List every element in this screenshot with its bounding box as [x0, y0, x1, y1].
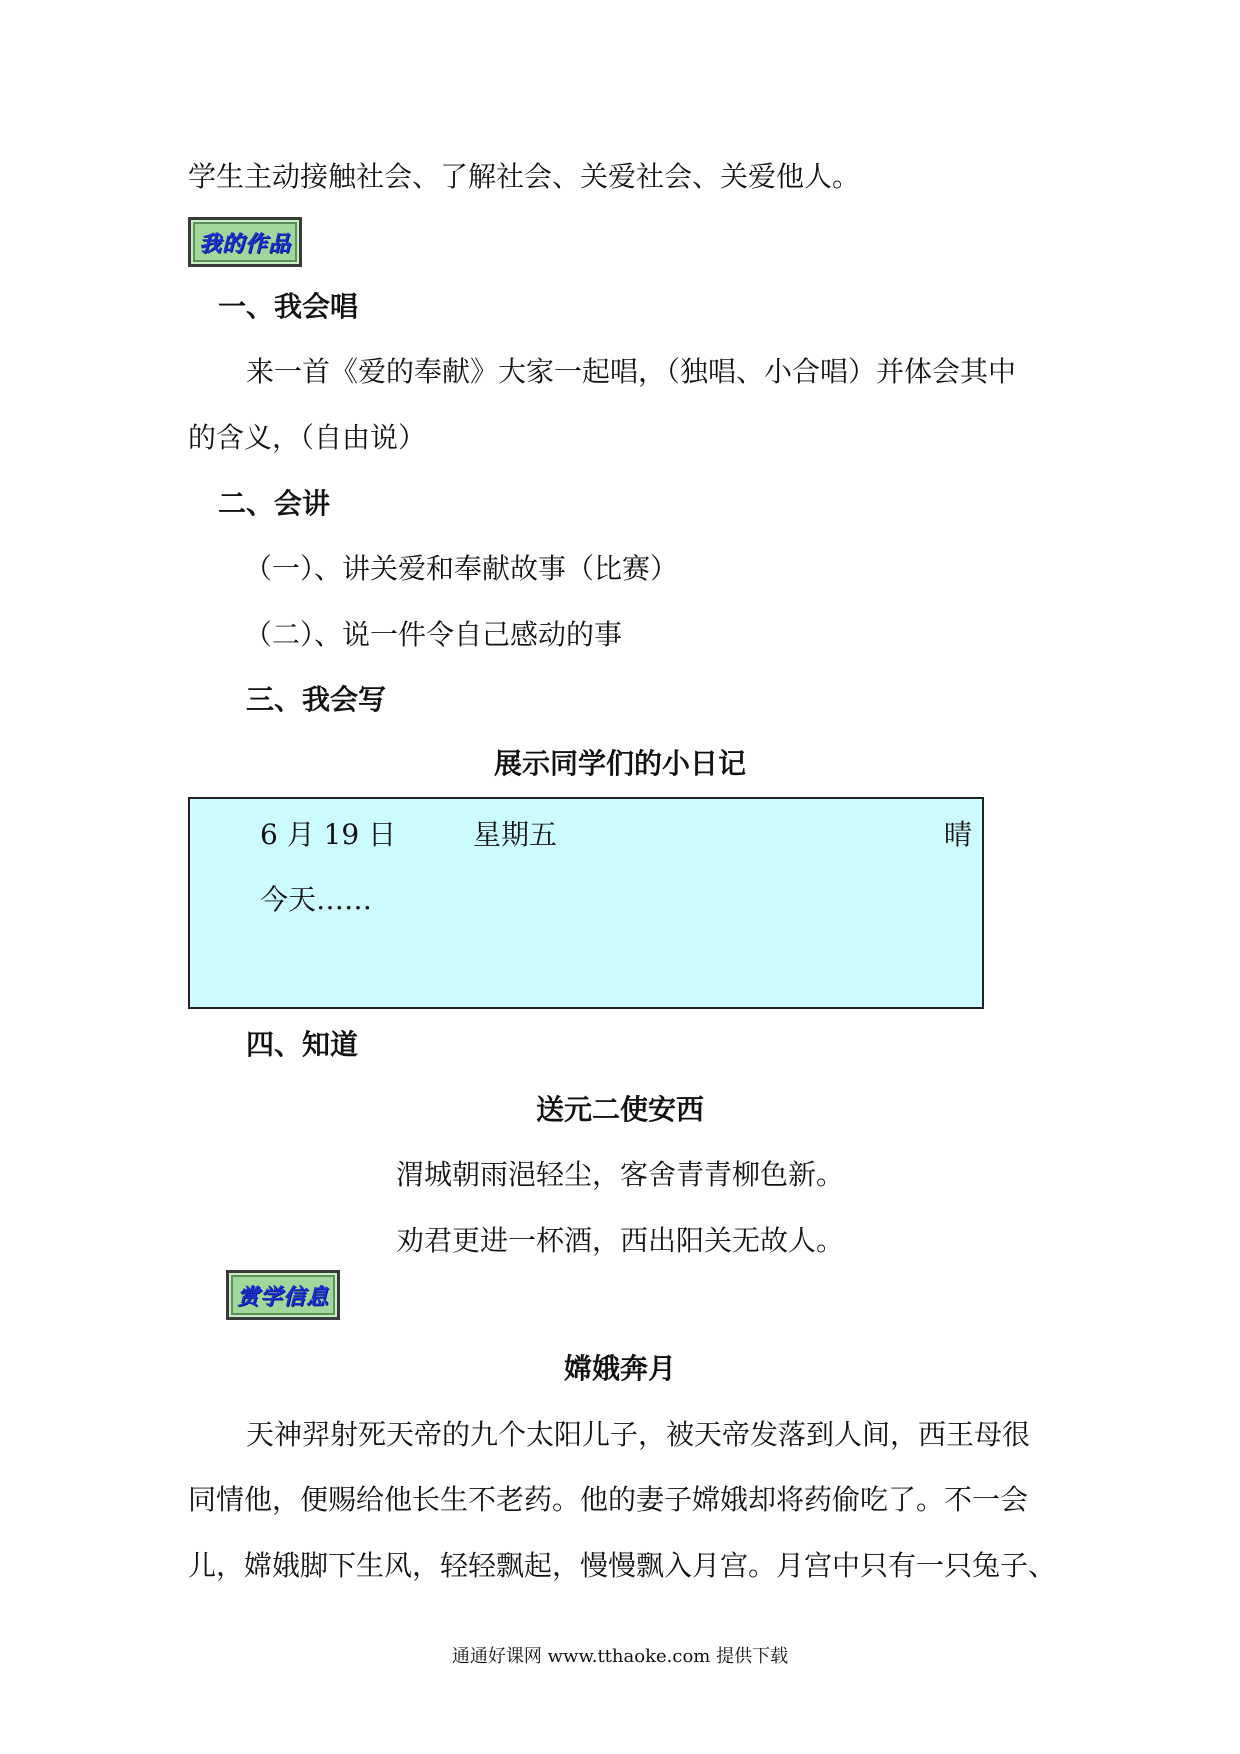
section1-heading: 一、我会唱 [218, 290, 359, 323]
badge-info-label: 赏学信息 [236, 1284, 329, 1310]
poem-line1: 渭城朝雨浥轻尘，客舍青青柳色新。 [395, 1158, 844, 1191]
badge-my-works [188, 217, 302, 267]
poem-title: 送元二使安西 [535, 1093, 704, 1126]
diary-weather: 晴 [944, 818, 973, 851]
section2-heading: 二、会讲 [218, 487, 331, 520]
section4-heading: 四、知道 [246, 1028, 359, 1061]
poem-line2: 劝君更进一杯酒，西出阳关无故人。 [395, 1224, 844, 1257]
section2-item1: （一）、讲关爱和奉献故事（比赛） [244, 552, 679, 585]
story-line1: 天神羿射死天帝的九个太阳儿子，被天帝发落到人间，西王母很 [246, 1418, 1031, 1451]
diary-box [188, 797, 984, 1009]
badge-my-works-label: 我的作品 [198, 231, 291, 257]
diary-content: 今天…… [260, 883, 373, 916]
section2-item2: （二）、说一件令自己感动的事 [244, 618, 623, 651]
section3-heading: 三、我会写 [246, 683, 387, 716]
intro-line: 学生主动接触社会、了解社会、关爱社会、关爱他人。 [188, 160, 861, 193]
badge-info [226, 1270, 340, 1320]
diary-date: 6 月 19 日 [260, 818, 397, 851]
story-title: 嫦娥奔月 [563, 1352, 676, 1385]
story-line2: 同情他，便赐给他长生不老药。他的妻子嫦娥却将药偷吃了。不一会 [188, 1483, 1029, 1516]
diary-weekday: 星期五 [473, 818, 558, 851]
section1-paragraph-line2: 的含义，（自由说） [188, 421, 427, 454]
page-footer: 通通好课网 www.tthaoke.com 提供下载 [451, 1646, 789, 1667]
story-line3: 儿，嫦娥脚下生风，轻轻飘起，慢慢飘入月宫。月宫中只有一只兔子、 [188, 1549, 1057, 1582]
diary-title: 展示同学们的小日记 [493, 747, 746, 780]
section1-paragraph-line1: 来一首《爱的奉献》大家一起唱，（独唱、小合唱）并体会其中 [246, 355, 1017, 388]
